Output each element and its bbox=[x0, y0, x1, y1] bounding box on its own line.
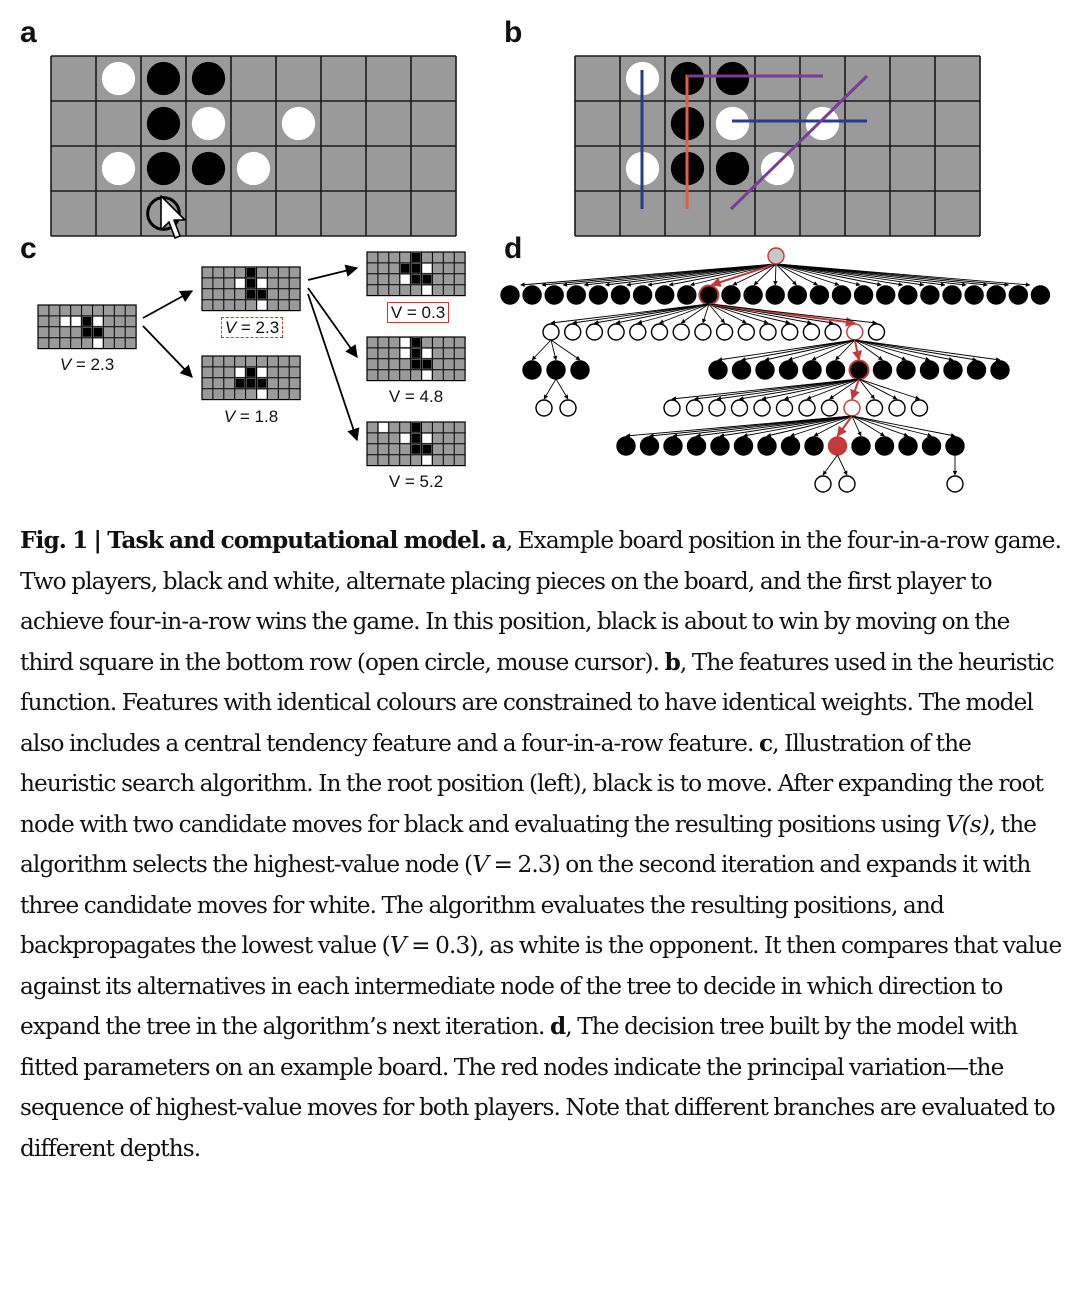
mini-white-piece bbox=[401, 434, 410, 443]
tree-node-white bbox=[760, 324, 776, 340]
tree-node-black bbox=[803, 361, 821, 379]
tree-node-white bbox=[782, 324, 798, 340]
figure-graphics bbox=[0, 0, 1080, 510]
mini-black-piece bbox=[412, 423, 421, 432]
tree-node-white bbox=[565, 324, 581, 340]
mini-black-piece bbox=[247, 379, 256, 388]
tree-node-black bbox=[782, 437, 800, 455]
tree-node-black bbox=[827, 361, 845, 379]
grandchild1-value-label: V = 0.3 bbox=[378, 303, 458, 323]
caption-d-label: d bbox=[549, 1013, 566, 1040]
tree-node-white bbox=[664, 400, 680, 416]
tree-edge bbox=[544, 379, 556, 399]
tree-root-node bbox=[768, 248, 784, 264]
mini-white-piece bbox=[61, 317, 70, 326]
tree-node-black bbox=[805, 437, 823, 455]
tree-node-black bbox=[899, 437, 917, 455]
tree-node-black bbox=[656, 286, 674, 304]
grandchild3-value-label: V = 5.2 bbox=[388, 472, 444, 491]
tree-node-white bbox=[709, 400, 725, 416]
tree-edge bbox=[717, 379, 859, 399]
board-a bbox=[51, 56, 456, 238]
tree-edge bbox=[765, 340, 855, 360]
tree-edge bbox=[556, 379, 568, 399]
tree-edge bbox=[859, 379, 897, 399]
tree-edge bbox=[823, 455, 838, 475]
mini-white-piece bbox=[423, 434, 432, 443]
var-symbol: V bbox=[388, 472, 401, 491]
tree-node-white bbox=[825, 324, 841, 340]
board-b bbox=[575, 56, 980, 236]
tree-node-black bbox=[571, 361, 589, 379]
board-a-white-piece bbox=[102, 152, 135, 185]
mini-black-piece bbox=[94, 328, 103, 337]
mini-white-piece bbox=[258, 368, 267, 377]
mini-white-piece bbox=[401, 349, 410, 358]
mini-white-piece bbox=[423, 371, 432, 380]
search-arrow bbox=[308, 288, 357, 357]
tree-node-white bbox=[839, 476, 855, 492]
tree-node-white bbox=[844, 400, 860, 416]
tree-node-black bbox=[567, 286, 585, 304]
tree-node-white bbox=[777, 400, 793, 416]
var-symbol: V bbox=[224, 318, 237, 337]
mini-white-piece bbox=[401, 338, 410, 347]
tree-node-principal bbox=[850, 361, 869, 380]
tree-node-black bbox=[923, 437, 941, 455]
mini-black-piece bbox=[247, 368, 256, 377]
caption-v2: V bbox=[389, 932, 406, 959]
mini-white-piece bbox=[94, 339, 103, 348]
tree-node-white bbox=[754, 400, 770, 416]
caption-c-text-4: = 0.3), as white is the opponent. It then compares that value against its alternatives in each intermediate node of the tree to decide in which direction to expand the tree in the algorithm’s next iteration. bbox=[20, 932, 1062, 1040]
tree-node-black bbox=[547, 361, 565, 379]
board-a-black-piece bbox=[147, 107, 180, 140]
tree-node-principal bbox=[829, 437, 847, 455]
tree-node-black bbox=[899, 286, 917, 304]
var-symbol: V bbox=[388, 387, 401, 406]
mini-black-piece bbox=[247, 279, 256, 288]
mini-white-piece bbox=[258, 279, 267, 288]
mini-black-piece bbox=[83, 317, 92, 326]
tree-node-white bbox=[799, 400, 815, 416]
tree-node-black bbox=[968, 361, 986, 379]
mini-black-piece bbox=[423, 275, 432, 284]
tree-node-white bbox=[947, 476, 963, 492]
tree-node-principal bbox=[699, 286, 718, 305]
caption-v1: V bbox=[472, 851, 489, 878]
tree-node-black bbox=[780, 361, 798, 379]
tree-node-white bbox=[536, 400, 552, 416]
caption-c-label: c bbox=[758, 729, 773, 757]
tree-node-white bbox=[630, 324, 646, 340]
mini-black-piece bbox=[412, 434, 421, 443]
tree-edge bbox=[855, 340, 906, 360]
board-a-white-piece bbox=[237, 152, 270, 185]
board-a-black-piece bbox=[192, 152, 225, 185]
tree-edge bbox=[855, 340, 953, 360]
tree-edge bbox=[709, 304, 877, 323]
tree-node-white bbox=[738, 324, 754, 340]
tree-node-black bbox=[921, 286, 939, 304]
mini-black-piece bbox=[258, 290, 267, 299]
caption-c-text-1: , Illustration of the heuristic search algorithm. In the root position (left), black is to move. After expanding the root node with two candidate moves for black and evaluating the resulting positions using bbox=[20, 729, 1044, 838]
mini-black-piece bbox=[83, 328, 92, 337]
search-arrow bbox=[143, 326, 192, 377]
grandchild2-value-label: V = 4.8 bbox=[388, 387, 444, 406]
tree-node-black bbox=[946, 437, 964, 455]
caption-vs: V(s) bbox=[945, 810, 989, 838]
tree-node-black bbox=[634, 286, 652, 304]
tree-node-white bbox=[608, 324, 624, 340]
mini-white-piece bbox=[423, 349, 432, 358]
board-a-black-piece bbox=[147, 62, 180, 95]
mini-black-piece bbox=[247, 268, 256, 277]
tree-edge bbox=[852, 416, 932, 436]
tree-node-black bbox=[810, 286, 828, 304]
tree-edge bbox=[852, 379, 859, 399]
tree-node-black bbox=[641, 437, 659, 455]
tree-node-black bbox=[711, 437, 729, 455]
root-value-label: V = 2.3 bbox=[59, 355, 115, 374]
tree-node-black bbox=[874, 361, 892, 379]
tree-edge bbox=[594, 304, 709, 323]
mini-black-piece bbox=[247, 290, 256, 299]
tree-node-black bbox=[709, 361, 727, 379]
mini-white-piece bbox=[236, 368, 245, 377]
mini-black-piece bbox=[423, 360, 432, 369]
tree-node-black bbox=[921, 361, 939, 379]
tree-node-white bbox=[815, 476, 831, 492]
tree-node-white bbox=[847, 324, 863, 340]
search-arrow bbox=[143, 291, 192, 318]
board-b-white-piece bbox=[806, 107, 839, 140]
tree-node-white bbox=[687, 400, 703, 416]
mini-black-piece bbox=[412, 338, 421, 347]
mini-white-piece bbox=[401, 275, 410, 284]
tree-node-black bbox=[722, 286, 740, 304]
tree-node-white bbox=[912, 400, 928, 416]
tree-node-white bbox=[673, 324, 689, 340]
tree-node-black bbox=[617, 437, 635, 455]
tree-node-white bbox=[695, 324, 711, 340]
mini-black-piece bbox=[423, 445, 432, 454]
tree-node-white bbox=[717, 324, 733, 340]
tree-node-black bbox=[852, 437, 870, 455]
tree-node-black bbox=[664, 437, 682, 455]
caption-b-text: , The features used in the heuristic function. Features with identical colours are constrained to have identical weights. The model also includes a central tendency feature and a four-in-a-row feature. bbox=[20, 648, 1054, 757]
search-arrow bbox=[308, 268, 357, 280]
tree-edge bbox=[775, 264, 776, 285]
board-b-white-piece bbox=[716, 107, 749, 140]
tree-edge bbox=[785, 379, 860, 399]
mini-white-piece bbox=[423, 456, 432, 465]
tree-node-white bbox=[869, 324, 885, 340]
board-b-white-piece bbox=[761, 152, 794, 185]
tree-node-black bbox=[733, 361, 751, 379]
tree-node-black bbox=[589, 286, 607, 304]
grandchild3-board bbox=[367, 422, 465, 466]
tree-node-black bbox=[944, 361, 962, 379]
mini-black-piece bbox=[401, 264, 410, 273]
tree-edge bbox=[855, 340, 977, 360]
board-b-black-piece bbox=[716, 62, 749, 95]
tree-node-white bbox=[732, 400, 748, 416]
tree-node-black bbox=[855, 286, 873, 304]
mini-white-piece bbox=[423, 264, 432, 273]
tree-node-black bbox=[943, 286, 961, 304]
board-a-black-piece bbox=[147, 152, 180, 185]
panel-label-a: a bbox=[20, 16, 37, 49]
caption-b-label: b bbox=[664, 648, 680, 676]
tree-node-white bbox=[803, 324, 819, 340]
tree-node-black bbox=[897, 361, 915, 379]
tree-node-white bbox=[586, 324, 602, 340]
tree-edge bbox=[697, 416, 853, 436]
tree-node-black bbox=[877, 286, 895, 304]
caption-c-text-3: = 2.3) on the second iteration and expands it with three candidate moves for white. The algorithm evaluates the resulting positions, and backpropagates the lowest value ( bbox=[20, 851, 1031, 959]
caption-a-label: a bbox=[491, 527, 506, 554]
tree-node-black bbox=[987, 286, 1005, 304]
tree-node-black bbox=[788, 286, 806, 304]
panel-label-d: d bbox=[504, 232, 523, 265]
board-a-white-piece bbox=[282, 107, 315, 140]
tree-node-black bbox=[501, 286, 519, 304]
tree-node-black bbox=[991, 361, 1009, 379]
tree-node-white bbox=[889, 400, 905, 416]
caption-c-text-2: , the algorithm selects the highest-value node ( bbox=[20, 810, 1037, 878]
child1-board bbox=[202, 267, 300, 311]
tree-node-white bbox=[822, 400, 838, 416]
child2-value-label: V = 1.8 bbox=[223, 407, 279, 426]
tree-node-black bbox=[766, 286, 784, 304]
mini-white-piece bbox=[258, 301, 267, 310]
tree-node-black bbox=[876, 437, 894, 455]
board-b-black-piece bbox=[716, 152, 749, 185]
tree-node-black bbox=[688, 437, 706, 455]
board-a-black-piece bbox=[192, 62, 225, 95]
mini-black-piece bbox=[412, 360, 421, 369]
tree-node-white bbox=[543, 324, 559, 340]
tree-node-black bbox=[744, 286, 762, 304]
root-board bbox=[38, 305, 136, 349]
mini-white-piece bbox=[423, 286, 432, 295]
tree-edge bbox=[703, 304, 709, 323]
var-symbol: V bbox=[59, 355, 72, 374]
mini-white-piece bbox=[236, 279, 245, 288]
tree-node-black bbox=[965, 286, 983, 304]
board-a-white-piece bbox=[192, 107, 225, 140]
tree-node-black bbox=[612, 286, 630, 304]
tree-node-black bbox=[1031, 286, 1049, 304]
mini-black-piece bbox=[412, 275, 421, 284]
mini-black-piece bbox=[236, 379, 245, 388]
figure-caption bbox=[20, 521, 1065, 1169]
caption-a-text: , Example board position in the four-in-a-row game. Two players, black and white, alternate placing pieces on the board, and the first player to achieve four-in-a-row wins the game. In this position, black is about to win by moving on the third square in the bottom row (open circle, mouse cursor). bbox=[20, 527, 1062, 676]
panel-label-b: b bbox=[504, 16, 523, 49]
mini-white-piece bbox=[94, 317, 103, 326]
mini-black-piece bbox=[412, 349, 421, 358]
grandchild1-board bbox=[367, 252, 465, 296]
child1-value-label: V = 2.3 bbox=[215, 318, 289, 338]
tree-node-white bbox=[560, 400, 576, 416]
tree-edge bbox=[740, 379, 860, 399]
tree-node-black bbox=[735, 437, 753, 455]
tree-node-black bbox=[756, 361, 774, 379]
tree-node-black bbox=[678, 286, 696, 304]
tree-node-white bbox=[652, 324, 668, 340]
figure-label: Fig. 1 | Task and computational model. bbox=[20, 527, 487, 554]
search-arrow bbox=[308, 294, 357, 440]
mini-black-piece bbox=[412, 253, 421, 262]
tree-edge bbox=[838, 455, 848, 475]
panel-label-c: c bbox=[20, 232, 37, 265]
mini-black-piece bbox=[258, 379, 267, 388]
mini-white-piece bbox=[258, 390, 267, 399]
mini-black-piece bbox=[412, 264, 421, 273]
mini-black-piece bbox=[412, 445, 421, 454]
tree-edge bbox=[855, 340, 1000, 360]
tree-node-black bbox=[545, 286, 563, 304]
tree-node-black bbox=[758, 437, 776, 455]
tree-node-black bbox=[523, 361, 541, 379]
mini-white-piece bbox=[72, 317, 81, 326]
mini-white-piece bbox=[379, 423, 388, 432]
tree-node-black bbox=[833, 286, 851, 304]
panel-d-decision-tree bbox=[501, 248, 1049, 492]
tree-node-white bbox=[867, 400, 883, 416]
tree-node-black bbox=[523, 286, 541, 304]
var-symbol: V bbox=[223, 407, 236, 426]
grandchild2-board bbox=[367, 337, 465, 381]
tree-edge bbox=[532, 340, 551, 360]
tree-edge bbox=[859, 379, 920, 399]
tree-edge bbox=[573, 304, 709, 323]
tree-node-black bbox=[1009, 286, 1027, 304]
tree-edge bbox=[638, 304, 709, 323]
board-a-white-piece bbox=[102, 62, 135, 95]
child2-board bbox=[202, 356, 300, 400]
var-symbol: V bbox=[390, 303, 403, 322]
caption-d-text: , The decision tree built by the model with fitted parameters on an example board. The red nodes indicate the principal variation—the sequence of highest-value moves for both players. Note that different branches are evaluated to different depths. bbox=[20, 1013, 1055, 1162]
